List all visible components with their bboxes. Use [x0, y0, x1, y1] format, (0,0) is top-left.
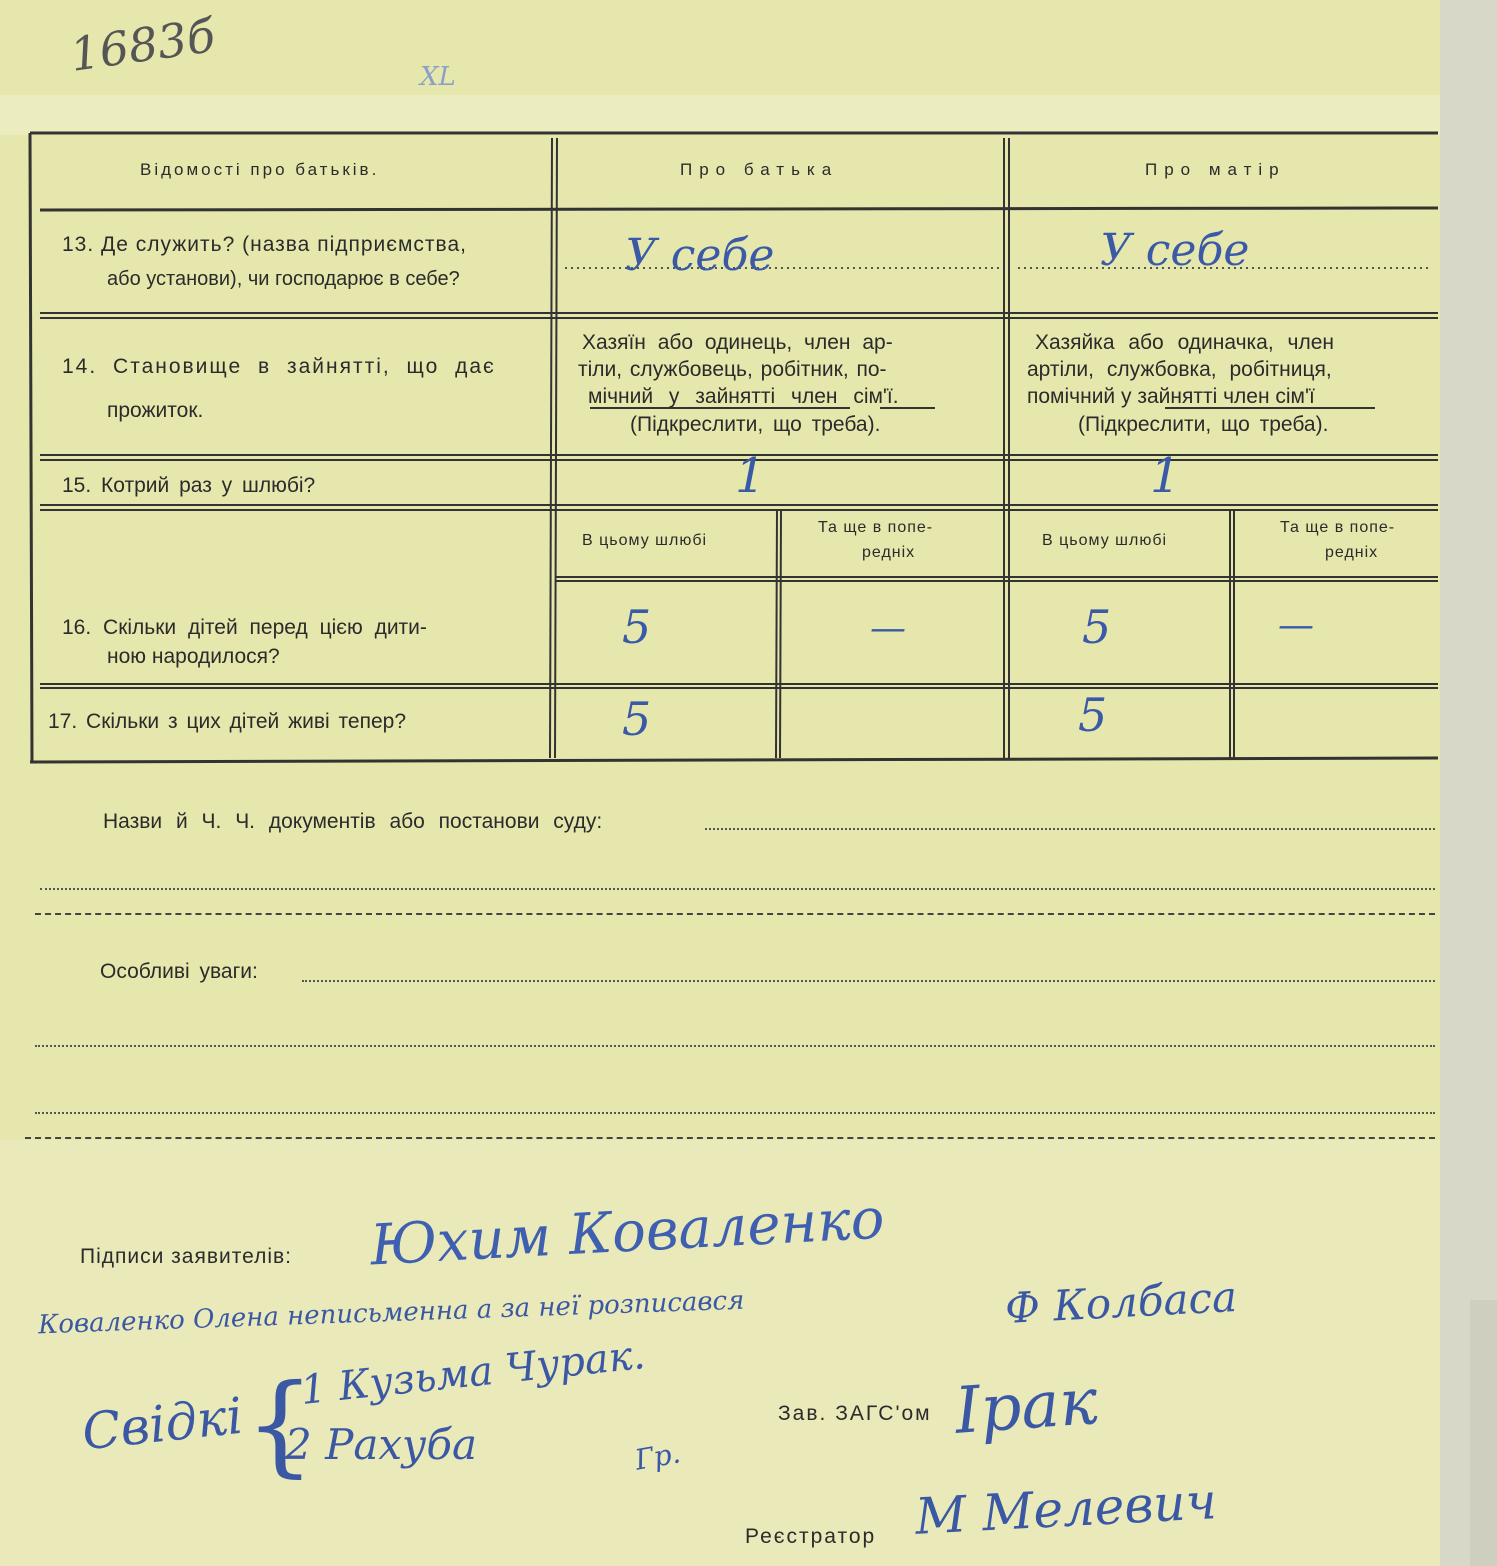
applicant1-signature: Юхим Коваленко — [368, 1186, 886, 1279]
header-about-mother: Про матір — [1145, 160, 1286, 179]
row17-father-this: 5 — [622, 692, 652, 746]
row14-mother-line3: помічний у зайнятті член сім'ї — [1027, 385, 1315, 408]
documents-line-1 — [705, 828, 1435, 830]
row15-father-answer: 1 — [735, 448, 766, 504]
applicant2-signature-line: Коваленко Олена неписьменна а за неї розписався — [37, 1285, 745, 1341]
row14-father-line2: тіли, службовець, робітник, по- — [578, 358, 887, 381]
row14-label-line2: прожиток. — [107, 399, 204, 422]
remarks-line-2 — [35, 1045, 1435, 1047]
head-of-registry-signature: Ірак — [952, 1365, 1101, 1449]
row14-father-line3: мічний у зайнятті член сім'ї. — [588, 385, 899, 408]
remarks-line-3 — [35, 1112, 1435, 1114]
witness1-signature: 1 Кузьма Чурак. — [298, 1332, 648, 1414]
row17-mother-this: 5 — [1078, 688, 1108, 742]
row15-mother-answer: 1 — [1150, 448, 1181, 504]
subheader-mother-previous-2: редніх — [1325, 544, 1379, 561]
row13-mother-answer: У себе — [1100, 225, 1250, 276]
page-edge-lower — [1470, 1300, 1497, 1566]
applicant2-signer: Ф Колбаса — [1003, 1271, 1239, 1334]
signatures-label: Підписи заявителів: — [80, 1245, 293, 1268]
witness2-signature: 2 Рахуба — [285, 1420, 478, 1469]
row16-mother-this: 5 — [1082, 600, 1112, 654]
row16-label-line1: 16. Скільки дітей перед цією дити- — [62, 616, 427, 639]
row13-label-line2: або установи), чи господарює в себе? — [107, 268, 460, 290]
subheader-father-previous-1: Та ще в попе- — [818, 519, 934, 536]
subheader-mother-this-marriage: В цьому шлюбі — [1042, 532, 1168, 549]
header-parents-info: Відомості про батьків. — [140, 160, 380, 179]
remarks-line-1 — [302, 980, 1435, 982]
row14-mother-line2: артіли, службовка, робітниця, — [1027, 358, 1332, 381]
witnesses-label: Свідкі — [79, 1386, 246, 1462]
subheader-father-this-marriage: В цьому шлюбі — [582, 532, 708, 549]
row14-label-line1: 14. Становище в зайнятті, що дає — [62, 355, 496, 378]
row14-mother-line1: Хазяйка або одиначка, член — [1035, 331, 1334, 354]
remarks-line-4 — [25, 1137, 1435, 1139]
row16-father-previous: — — [870, 608, 906, 649]
documents-line-3 — [35, 913, 1435, 915]
row14-father-line4: (Підкреслити, що треба). — [630, 413, 881, 436]
subheader-mother-previous-1: Та ще в попе- — [1280, 519, 1396, 536]
row17-label: 17. Скільки з цих дітей живі тепер? — [48, 710, 406, 733]
witnesses-brace: { — [245, 1360, 315, 1488]
header-about-father: Про батька — [680, 160, 839, 179]
row13-father-answer: У себе — [625, 230, 775, 281]
documents-line-2 — [40, 888, 1435, 890]
documents-label: Назви й Ч. Ч. документів або постанови суду: — [103, 810, 603, 833]
row16-label-line2: ною народилося? — [107, 645, 280, 668]
remarks-label: Особливі уваги: — [100, 960, 258, 983]
corner-mark: XL — [420, 62, 456, 92]
row14-mother-line4: (Підкреслити, що треба). — [1078, 413, 1329, 436]
head-of-registry-label: Зав. ЗАГС'ом — [778, 1402, 932, 1425]
registrar-signature: М Мелевич — [913, 1472, 1219, 1546]
row15-label: 15. Котрий раз у шлюбі? — [62, 474, 316, 497]
archive-number: 1683б — [66, 8, 219, 82]
row13-label-line1: 13. Де служить? (назва підприємства, — [62, 233, 467, 256]
row16-mother-previous: — — [1278, 605, 1314, 646]
witness2-suffix: Гр. — [632, 1436, 683, 1477]
row14-father-line1: Хазяїн або одинець, член ар- — [582, 331, 893, 354]
row16-father-this: 5 — [622, 600, 652, 654]
subheader-father-previous-2: редніх — [862, 544, 916, 561]
registrar-label: Реєстратор — [745, 1525, 877, 1548]
